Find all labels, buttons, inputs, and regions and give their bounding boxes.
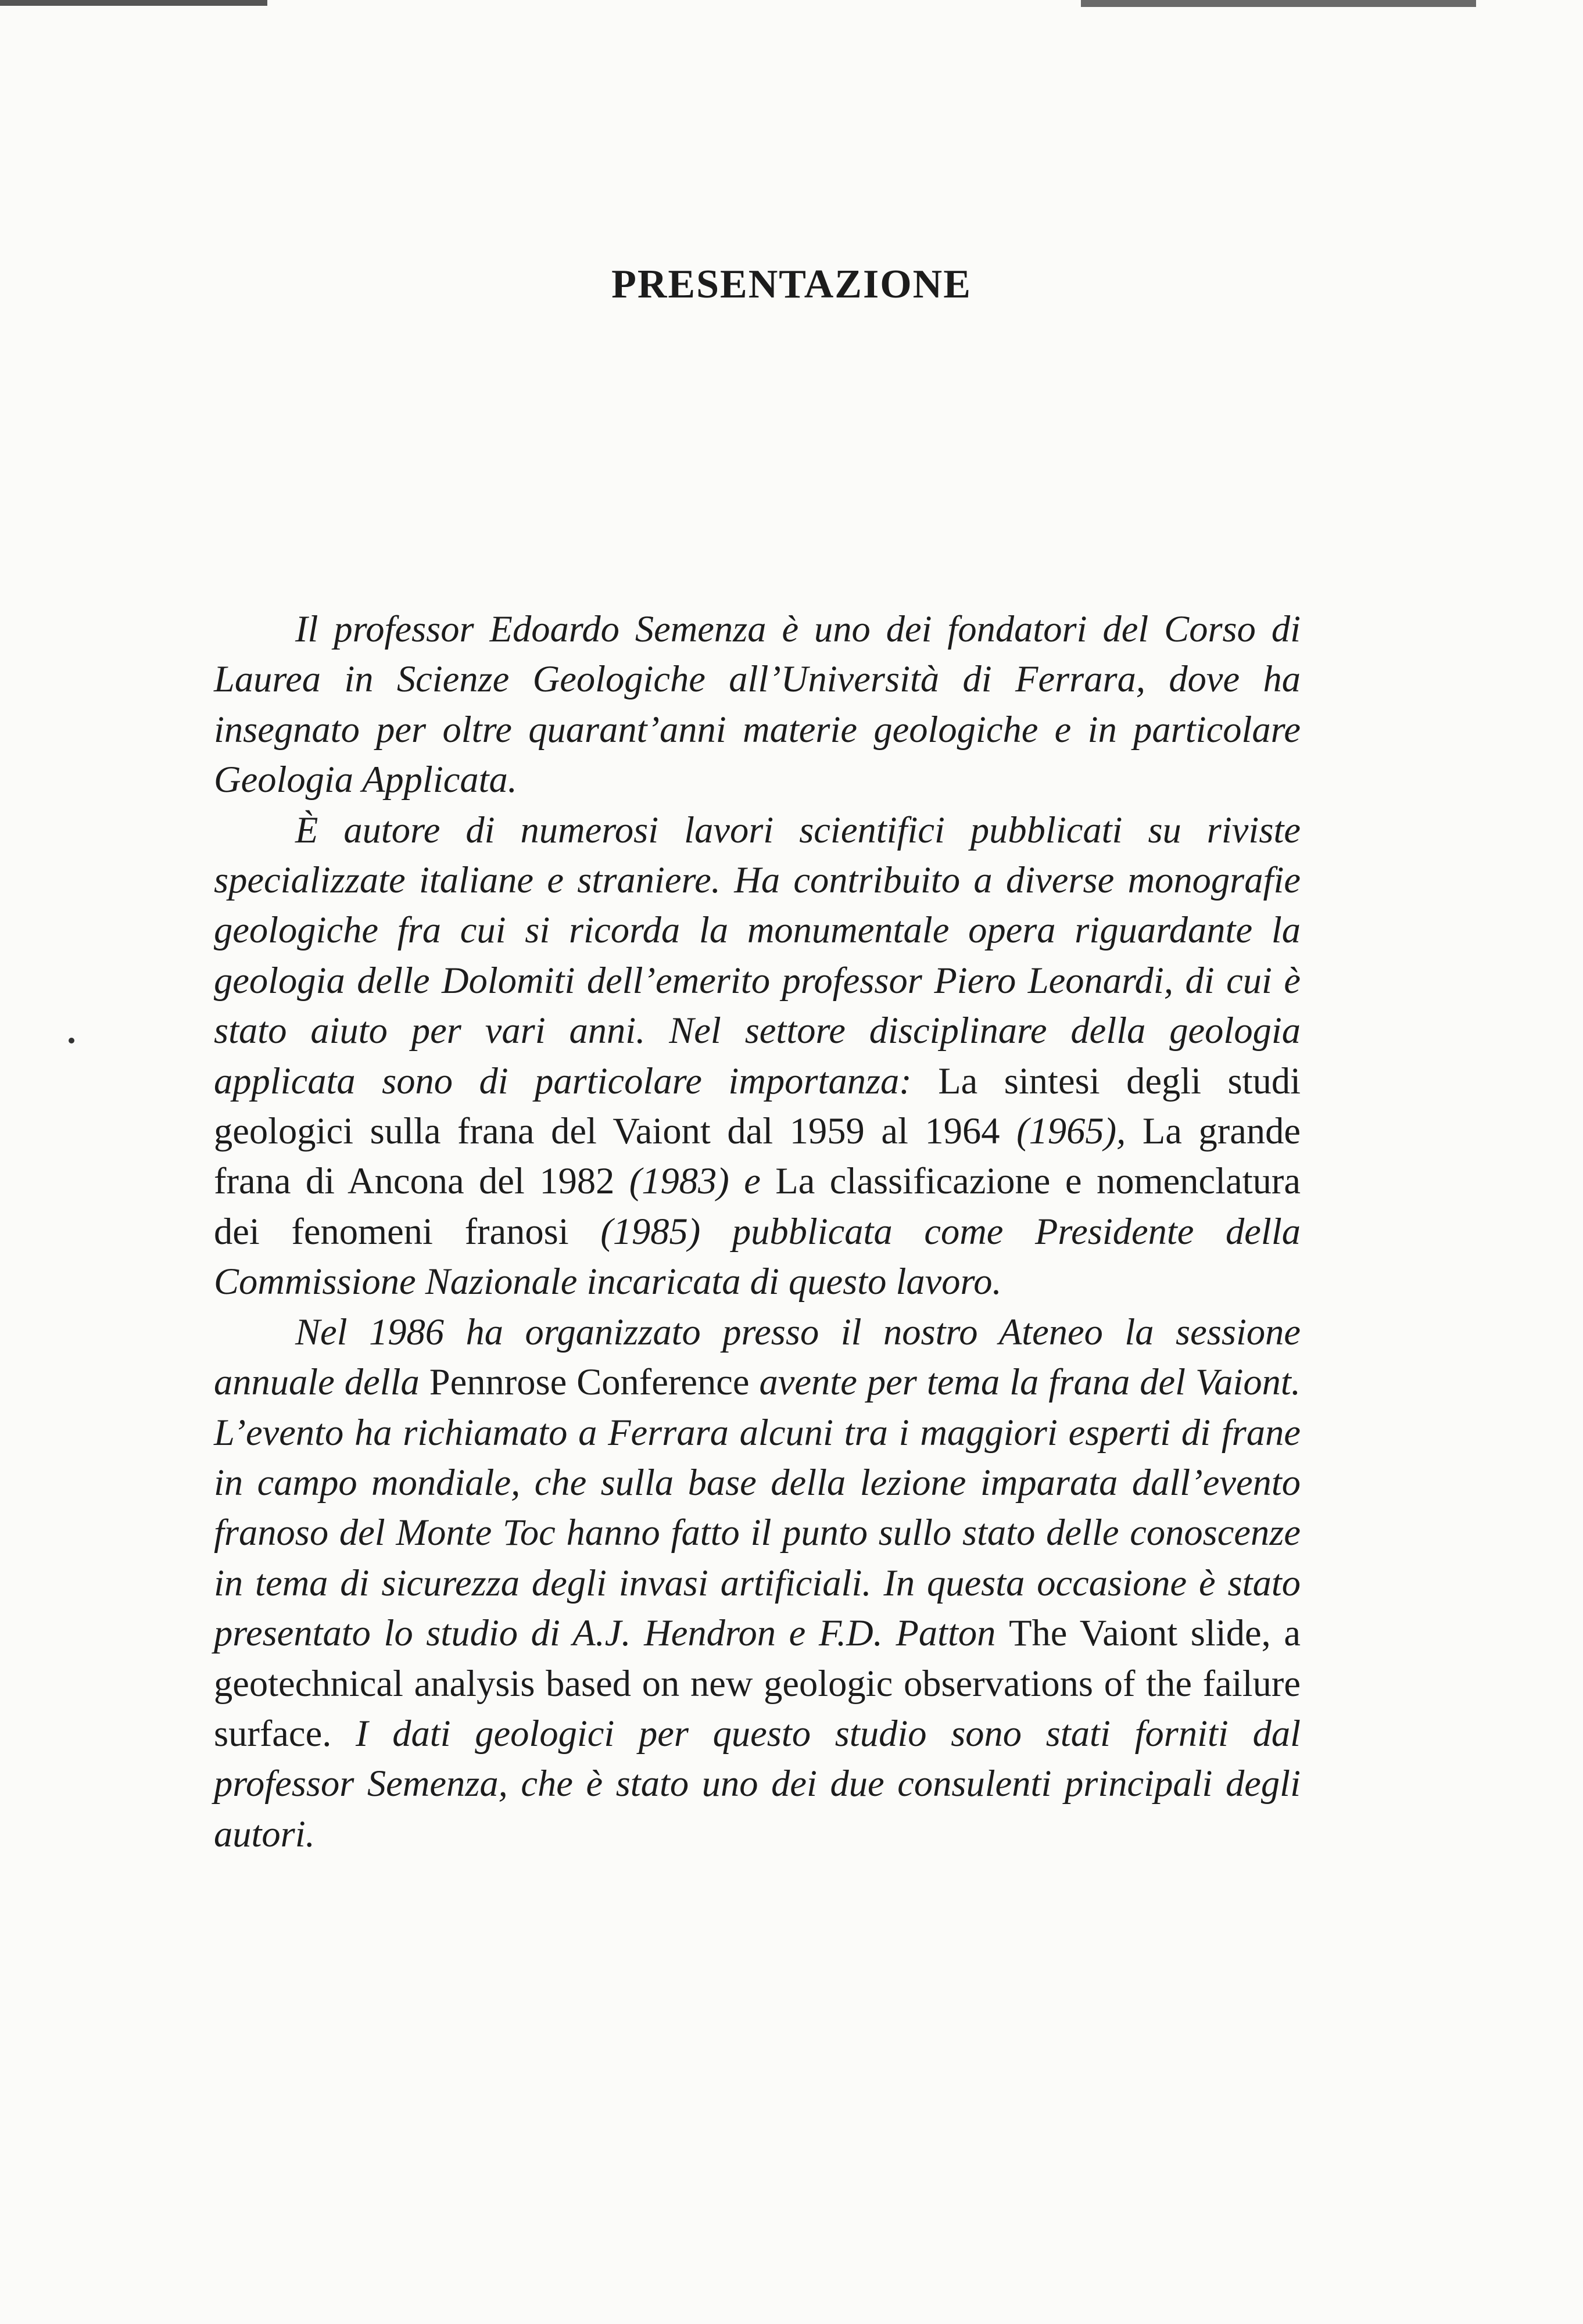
conference-name: Pennrose Conference bbox=[429, 1361, 760, 1403]
paragraph-2 bbox=[214, 805, 1301, 1307]
scan-edge-top-right bbox=[1081, 0, 1476, 7]
work-title-classification: La classificazione e nomenclatura dei fenomeni franosi bbox=[214, 1160, 1301, 1252]
paragraph-3-text-c: I dati geologici per questo studio sono stati forniti dal professor Semenza, che è stato uno dei due consulenti principali degli autori. bbox=[214, 1712, 1301, 1855]
paragraph-1 bbox=[214, 604, 1301, 805]
work-title-vaiont-slide: The Vaiont slide, a geotechnical analysis based on new geologic observations of the failure surface. bbox=[214, 1612, 1301, 1754]
year-1965: (1965), bbox=[1016, 1110, 1143, 1152]
scan-edge-top-left bbox=[0, 0, 267, 6]
paragraph-1-text: Il professor Edoardo Semenza è uno dei fondatori del Corso di Laurea in Scienze Geologiche all’Università di Ferrara, dove ha insegnato per oltre quarant’anni materie geologiche e in particolare Geologia Applicata. bbox=[214, 608, 1301, 801]
paragraph-3-text-b: avente per tema la frana del Vaiont. L’evento ha richiamato a Ferrara alcuni tra i maggiori esperti di frane in campo mondiale, che sulla base della lezione imparata dall’evento franoso del Monte Toc hanno fatto il punto sullo stato delle conoscenze in tema di sicurezza degli invasi artificiali. In questa occasione è stato presentato lo studio di A.J. Hendron e F.D. Patton bbox=[214, 1361, 1301, 1654]
body-text bbox=[214, 604, 1301, 1859]
paragraph-2-text-b: (1985) pubblicata come Presidente della Commissione Nazionale incaricata di questo lavoro. bbox=[214, 1210, 1301, 1303]
work-title-ancona-landslide: La grande frana di Ancona del 1982 bbox=[214, 1110, 1301, 1202]
paragraph-3-text-a: Nel 1986 ha organizzato presso il nostro Ateneo la sessione annuale della bbox=[214, 1311, 1301, 1403]
scan-speck bbox=[69, 1038, 74, 1043]
year-1983: (1983) e bbox=[629, 1160, 776, 1202]
paragraph-2-text-a: È autore di numerosi lavori scientifici pubblicati su riviste specializzate italiane e straniere. Ha contribuito a diverse monografie geologiche fra cui si ricorda la monumentale opera riguardante la geologia delle Dolomiti dell’emerito professor Piero Leonardi, di cui è stato aiuto per vari anni. Nel settore disciplinare della geologia applicata sono di particolare importanza: bbox=[214, 809, 1301, 1102]
paragraph-3 bbox=[214, 1307, 1301, 1859]
page-title: PRESENTAZIONE bbox=[611, 262, 972, 307]
work-title-vaiont-synthesis: La sintesi degli studi geologici sulla frana del Vaiont dal 1959 al 1964 bbox=[214, 1060, 1301, 1152]
